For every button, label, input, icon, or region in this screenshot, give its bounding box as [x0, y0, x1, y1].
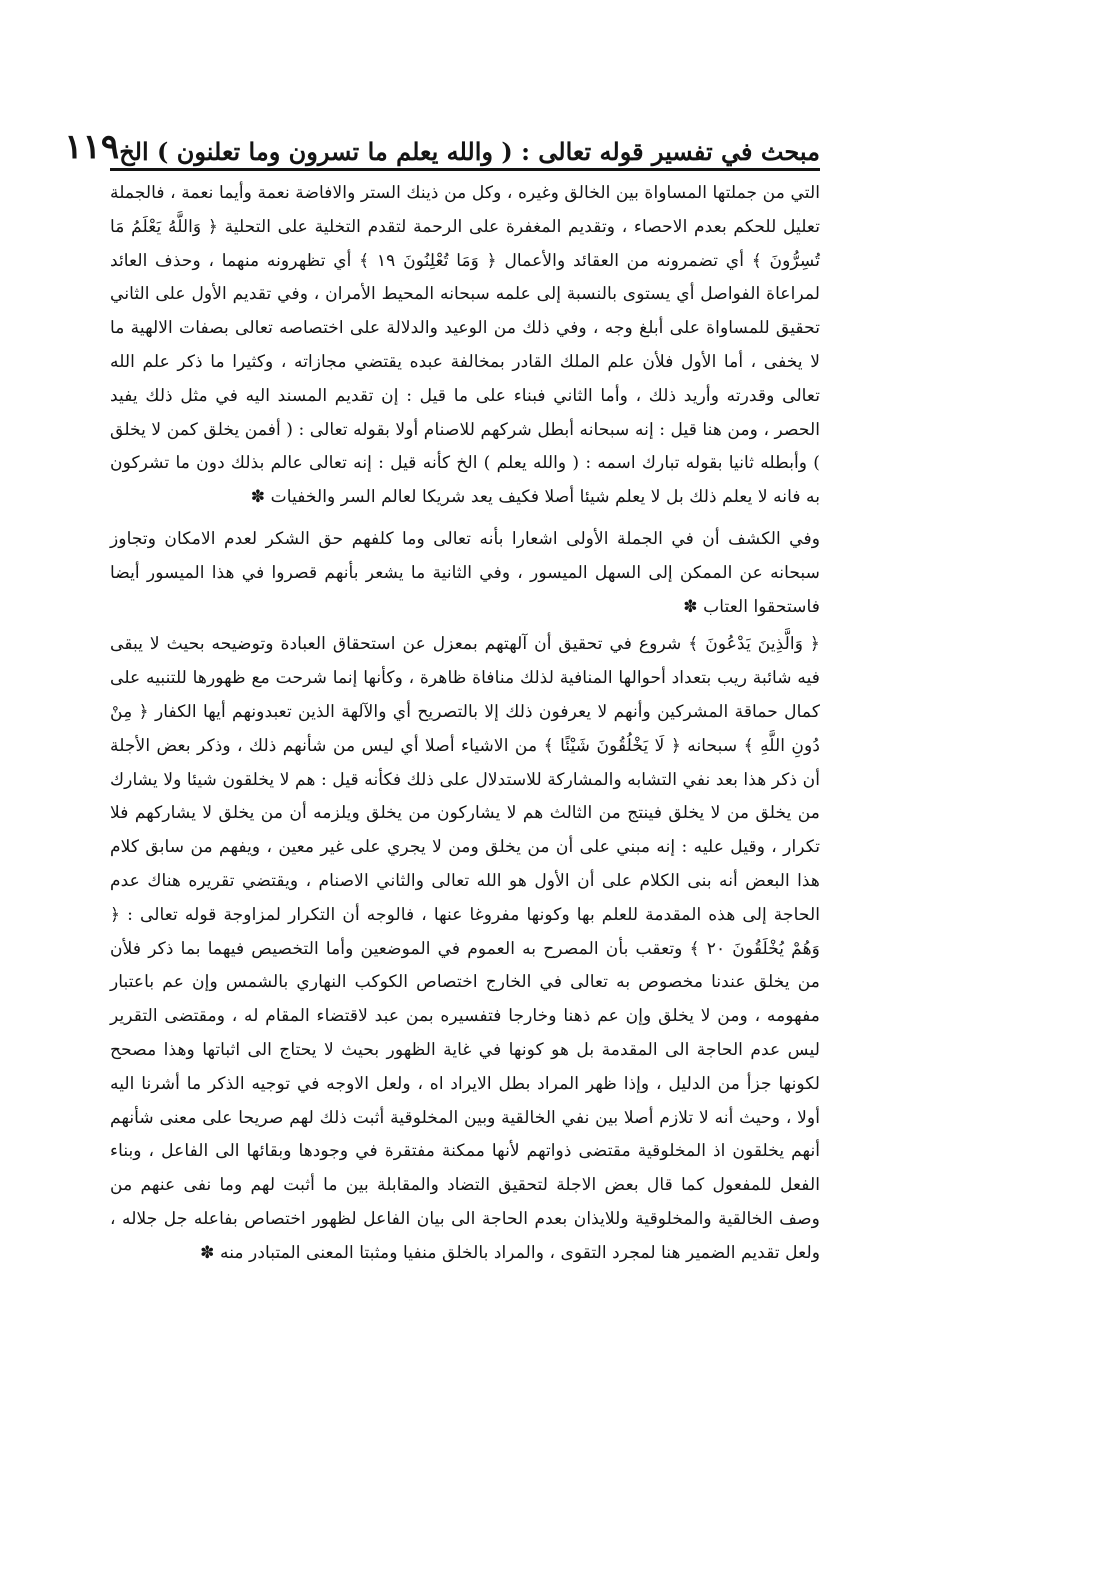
page-body — [110, 177, 820, 1271]
header-title: مبحث في تفسير قوله تعالى : ( والله يعلم ما تسرون وما تعلنون ) الخ — [119, 137, 820, 166]
page-number: ١١٩ — [64, 127, 120, 167]
running-header — [64, 118, 820, 171]
paragraph: ﴿ وَالَّذِينَ يَدْعُونَ ﴾ شروع في تحقيق أن آلهتهم بمعزل عن استحقاق العبادة وتوضيحه بحيث لا يبقى فيه شائبة ريب بتعداد أحوالها المنافية لذلك منافاة ظاهرة ، وكأنها إنما شرحت مع ظهورها للتنبيه على كمال حماقة المشركين وأنهم لا يعرفون ذلك إلا بالتصريح أي والآلهة الذين تعبدونهم أيها الكفار ﴿ مِنْ دُونِ اللَّهِ ﴾ سبحانه ﴿ لَا يَخْلُقُونَ شَيْئًا ﴾ من الاشياء أصلا أي ليس من شأنهم ذلك ، وذكر بعض الأجلة أن ذكر هذا بعد نفي التشابه والمشاركة للاستدلال على ذلك فكأنه قيل : هم لا يخلقون شيئا ولا يشارك من يخلق من لا يخلق فينتج من الثالث هم لا يشاركون من يخلق ويلزمه أن من يخلق لا يشاركهم فلا تكرار ، وقيل عليه : إنه مبني على أن من يخلق ومن لا يجري على غير معين ، ويفهم من سابق كلام هذا البعض أنه بنى الكلام على أن الأول هو الله تعالى والثاني الاصنام ، ويقتضي تقريره هناك عدم الحاجة إلى هذه المقدمة للعلم بها وكونها مفروغا عنها ، فالوجه أن التكرار لمزاوجة قوله تعالى : ﴿ وَهُمْ يُخْلَقُونَ ٢٠ ﴾ وتعقب بأن المصرح به العموم في الموضعين وأما التخصيص فيهما بما ذكر فلأن من يخلق عندنا مخصوص به تعالى في الخارج اختصاص الكوكب النهاري بالشمس وإن عم باعتبار مفهومه ، ومن لا يخلق وإن عم ذهنا وخارجا فتفسيره بمن عبد لاقتضاء المقام له ، ومقتضى التقرير ليس عدم الحاجة الى المقدمة بل هو كونها في غاية الظهور بحيث لا يحتاج الى اثباتها وهذا مصحح لكونها جزأ من الدليل ، وإذا ظهر المراد بطل الايراد اه ، ولعل الاوجه في توجيه الذكر ما أشرنا اليه أولا ، وحيث أنه لا تلازم أصلا بين نفي الخالقية وبين المخلوقية أثبت ذلك لهم صريحا على معنى شأنهم أنهم يخلقون اذ المخلوقية مقتضى ذواتهم لأنها ممكنة مفتقرة في وجودها وبقائها الى الفاعل ، وبناء الفعل للمفعول كما قال بعض الاجلة لتحقيق التضاد والمقابلة بين ما أثبت لهم وما نفى عنهم من وصف الخالقية والمخلوقية وللايذان بعدم الحاجة الى بيان الفاعل لظهور اختصاص بفاعله جل جلاله ، ولعل تقديم الضمير هنا لمجرد التقوى ، والمراد بالخلق منفيا ومثبتا المعنى المتبادر منه ✽ — [110, 634, 820, 1263]
paragraph: التي من جملتها المساواة بين الخالق وغيره ، وكل من ذينك الستر والافاضة نعمة وأيما نعمة ، فالجملة تعليل للحكم بعدم الاحصاء ، وتقديم المغفرة على الرحمة لتقدم التخلية على التحلية ﴿ وَاللَّهُ يَعْلَمُ مَا تُسِرُّونَ ﴾ أي تضمرونه من العقائد والأعمال ﴿ وَمَا تُعْلِنُونَ ١٩ ﴾ أي تظهرونه منهما ، وحذف العائد لمراعاة الفواصل أي يستوى بالنسبة إلى علمه سبحانه المحيط الأمران ، وفي تقديم الأول على الثاني تحقيق للمساواة على أبلغ وجه ، وفي ذلك من الوعيد والدلالة على اختصاصه تعالى بصفات الالهية ما لا يخفى ، أما الأول فلأن علم الملك القادر بمخالفة عبده يقتضي مجازاته ، وكثيرا ما ذكر علم الله تعالى وقدرته وأريد ذلك ، وأما الثاني فبناء على ما قيل : إن تقديم المسند اليه في مثل ذلك يفيد الحصر ، ومن هنا قيل : إنه سبحانه أبطل شركهم للاصنام أولا بقوله تعالى : ( أفمن يخلق كمن لا يخلق ) وأبطله ثانيا بقوله تبارك اسمه : ( والله يعلم ) الخ كأنه قيل : إنه تعالى عالم بذلك دون ما تشركون به فانه لا يعلم ذلك بل لا يعلم شيئا أصلا فكيف يعد شريكا لعالم السر والخفيات ✽ — [110, 183, 820, 508]
book-page — [64, 118, 820, 1279]
paragraph: وفي الكشف أن في الجملة الأولى اشعارا بأنه تعالى وما كلفهم حق الشكر لعدم الامكان وتجاوز سبحانه عن الممكن إلى السهل الميسور ، وفي الثانية ما يشعر بأنهم قصروا في هذا الميسور أيضا فاستحقوا العتاب ✽ — [110, 528, 820, 617]
